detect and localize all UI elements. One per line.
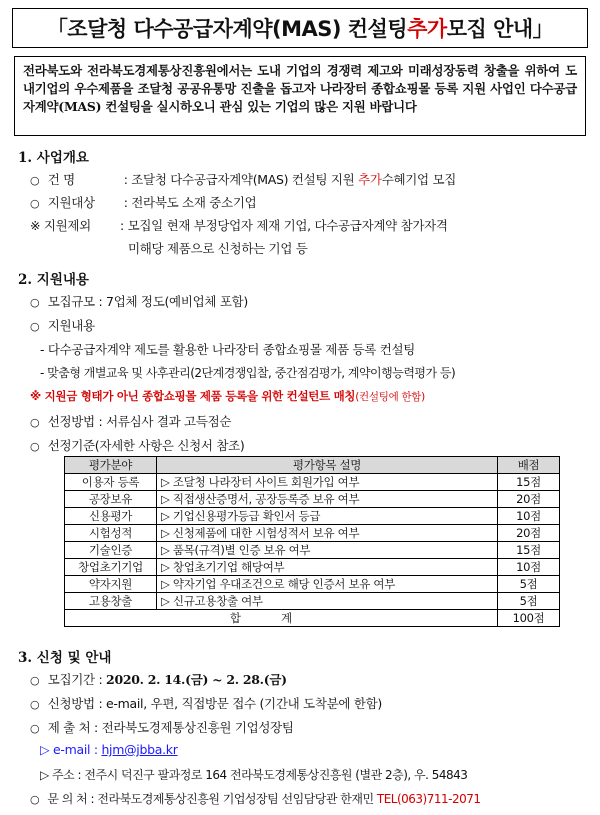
notice-main: ※ 지원금 형태가 아닌 종합쇼핑몰 제품 등록을 위한 컨설턴트 매칭 <box>30 389 356 403</box>
submit-place-line <box>30 718 294 736</box>
content-line <box>30 316 95 334</box>
content-label: 지원내용 <box>47 318 95 333</box>
section3-heading: 3. 신청 및 안내 <box>18 650 112 666</box>
bullet-icon: ○ <box>30 793 40 806</box>
criteria-text: 선정기준(자세한 사항은 신청서 참조) <box>47 438 245 453</box>
header-score: 배점 <box>498 457 560 474</box>
bullet-icon: ○ <box>30 722 40 735</box>
period-line <box>30 670 287 688</box>
row-category: 고용창출 <box>65 593 157 610</box>
bullet-icon: ○ <box>30 440 40 453</box>
notice-line <box>30 388 425 404</box>
row-score: 5점 <box>498 576 560 593</box>
apply-method-line <box>30 694 382 712</box>
address-line: ▷ 주소 : 전주시 덕진구 팔과정로 164 전라북도경제통상진흥원 (별관 2층), 우. 54843 <box>40 768 468 782</box>
row-category: 공장보유 <box>65 491 157 508</box>
submit-place-text: 제 출 처 : 전라북도경제통상진흥원 기업성장팀 <box>47 720 294 735</box>
target-value: : 전라북도 소재 중소기업 <box>123 195 257 210</box>
bullet-icon: ○ <box>30 296 40 309</box>
table-row <box>65 542 560 559</box>
row-category: 기술인증 <box>65 542 157 559</box>
target-line <box>30 193 256 211</box>
bullet-icon: ○ <box>30 698 40 711</box>
table-row <box>65 474 560 491</box>
apply-method-text: 신청방법 : e-mail, 우편, 직접방문 접수 (기간내 도착분에 한함) <box>47 696 382 711</box>
business-name-highlight: 추가 <box>358 172 382 187</box>
row-description: ▷ 약자기업 우대조건으로 해당 인증서 보유 여부 <box>157 576 498 593</box>
period-value: 2020. 2. 14.(금) ~ 2. 28.(금) <box>106 672 287 687</box>
row-description: ▷ 신규고용창출 여부 <box>157 593 498 610</box>
table-header-row <box>65 457 560 474</box>
content-item-1: - 다수공급자계약 제도를 활용한 나라장터 종합쇼핑몰 제품 등록 컨설팅 <box>40 342 416 357</box>
row-description: ▷ 품목(규격)별 인증 보유 여부 <box>157 542 498 559</box>
contact-text: 문 의 처 : 전라북도경제통상진흥원 기업성장팀 선임담당관 한재민 <box>47 792 377 806</box>
row-description: ▷ 창업초기기업 해당여부 <box>157 559 498 576</box>
title-part1: 「조달청 다수공급자계약(MAS) 컨설팅 <box>46 17 408 41</box>
table-row <box>65 559 560 576</box>
notice-small: (컨설팅에 한함) <box>355 391 425 403</box>
row-category: 시험성적 <box>65 525 157 542</box>
bullet-icon: ○ <box>30 674 40 687</box>
method-text: 선정방법 : 서류심사 결과 고득점순 <box>47 414 232 429</box>
row-score: 10점 <box>498 559 560 576</box>
business-name-label: 건 명 <box>47 172 75 187</box>
exclusion-value-1: : 모집일 현재 부정당업자 제재 기업, 다수공급자계약 참가자격 <box>120 218 448 233</box>
header-description: 평가항목 설명 <box>157 457 498 474</box>
row-category: 신용평가 <box>65 508 157 525</box>
bullet-icon: ○ <box>30 174 40 187</box>
row-score: 20점 <box>498 525 560 542</box>
table-row <box>65 525 560 542</box>
table-total-row <box>65 610 560 627</box>
total-label: 합계 <box>65 610 498 627</box>
method-line <box>30 412 231 430</box>
title-part3: 모집 안내」 <box>446 17 554 41</box>
period-label: 모집기간 : <box>47 672 107 687</box>
content-item-2: - 맞춤형 개별교육 및 사후관리(2단계경쟁입찰, 중간점검평가, 계약이행능력평가 등) <box>40 366 456 380</box>
row-score: 15점 <box>498 542 560 559</box>
row-description: ▷ 조달청 나라장터 사이트 회원가입 여부 <box>157 474 498 491</box>
exclusion-value-2: 미해당 제품으로 신청하는 기업 등 <box>128 241 308 256</box>
row-category: 이용자 등록 <box>65 474 157 491</box>
business-name-value: : 조달청 다수공급자계약(MAS) 컨설팅 지원 <box>123 172 359 187</box>
row-description: ▷ 신청제품에 대한 시험성적서 보유 여부 <box>157 525 498 542</box>
intro-box: 전라북도와 전라북도경제통상진흥원에서는 도내 기업의 경쟁력 제고와 미래성장동력 창출을 위하여 도내기업의 우수제품을 조달청 공공유통망 진출을 돕고자 나라장터 종합쇼핑몰 등록 지원 사업인 다수공급자계약(MAS) 컨설팅을 실시하오니 관심 있는 기업의 많은 지원 바랍니다 <box>14 56 586 136</box>
business-name-line <box>30 170 456 188</box>
email-label: ▷ e-mail : <box>40 742 102 757</box>
row-score: 5점 <box>498 593 560 610</box>
contact-line <box>30 790 481 807</box>
bullet-icon: ○ <box>30 320 40 333</box>
evaluation-table <box>64 456 560 627</box>
exclusion-label: ※ 지원제외 <box>30 218 91 233</box>
row-score: 10점 <box>498 508 560 525</box>
total-score: 100점 <box>498 610 560 627</box>
section1-heading: 1. 사업개요 <box>18 150 89 166</box>
row-description: ▷ 기업신용평가등급 확인서 등급 <box>157 508 498 525</box>
exclusion-line <box>30 216 448 234</box>
contact-tel[interactable]: TEL(063)711-2071 <box>376 792 481 806</box>
row-score: 20점 <box>498 491 560 508</box>
email-line <box>40 742 178 757</box>
scale-text: 모집규모 : 7업체 정도(예비업체 포함) <box>47 294 248 309</box>
criteria-line <box>30 436 245 454</box>
bullet-icon: ○ <box>30 416 40 429</box>
table-row <box>65 508 560 525</box>
row-category: 약자지원 <box>65 576 157 593</box>
scale-line <box>30 292 248 310</box>
title-highlight: 추가 <box>407 17 447 41</box>
section2-heading: 2. 지원내용 <box>18 272 89 288</box>
row-score: 15점 <box>498 474 560 491</box>
business-name-tail: 수혜기업 모집 <box>381 172 457 187</box>
table-row <box>65 491 560 508</box>
header-category: 평가분야 <box>65 457 157 474</box>
row-category: 창업초기기업 <box>65 559 157 576</box>
target-label: 지원대상 <box>47 195 95 210</box>
bullet-icon: ○ <box>30 197 40 210</box>
email-link[interactable]: hjm@jbba.kr <box>101 742 178 757</box>
page-title <box>12 8 588 48</box>
table-row <box>65 593 560 610</box>
table-row <box>65 576 560 593</box>
row-description: ▷ 직접생산증명서, 공장등록증 보유 여부 <box>157 491 498 508</box>
